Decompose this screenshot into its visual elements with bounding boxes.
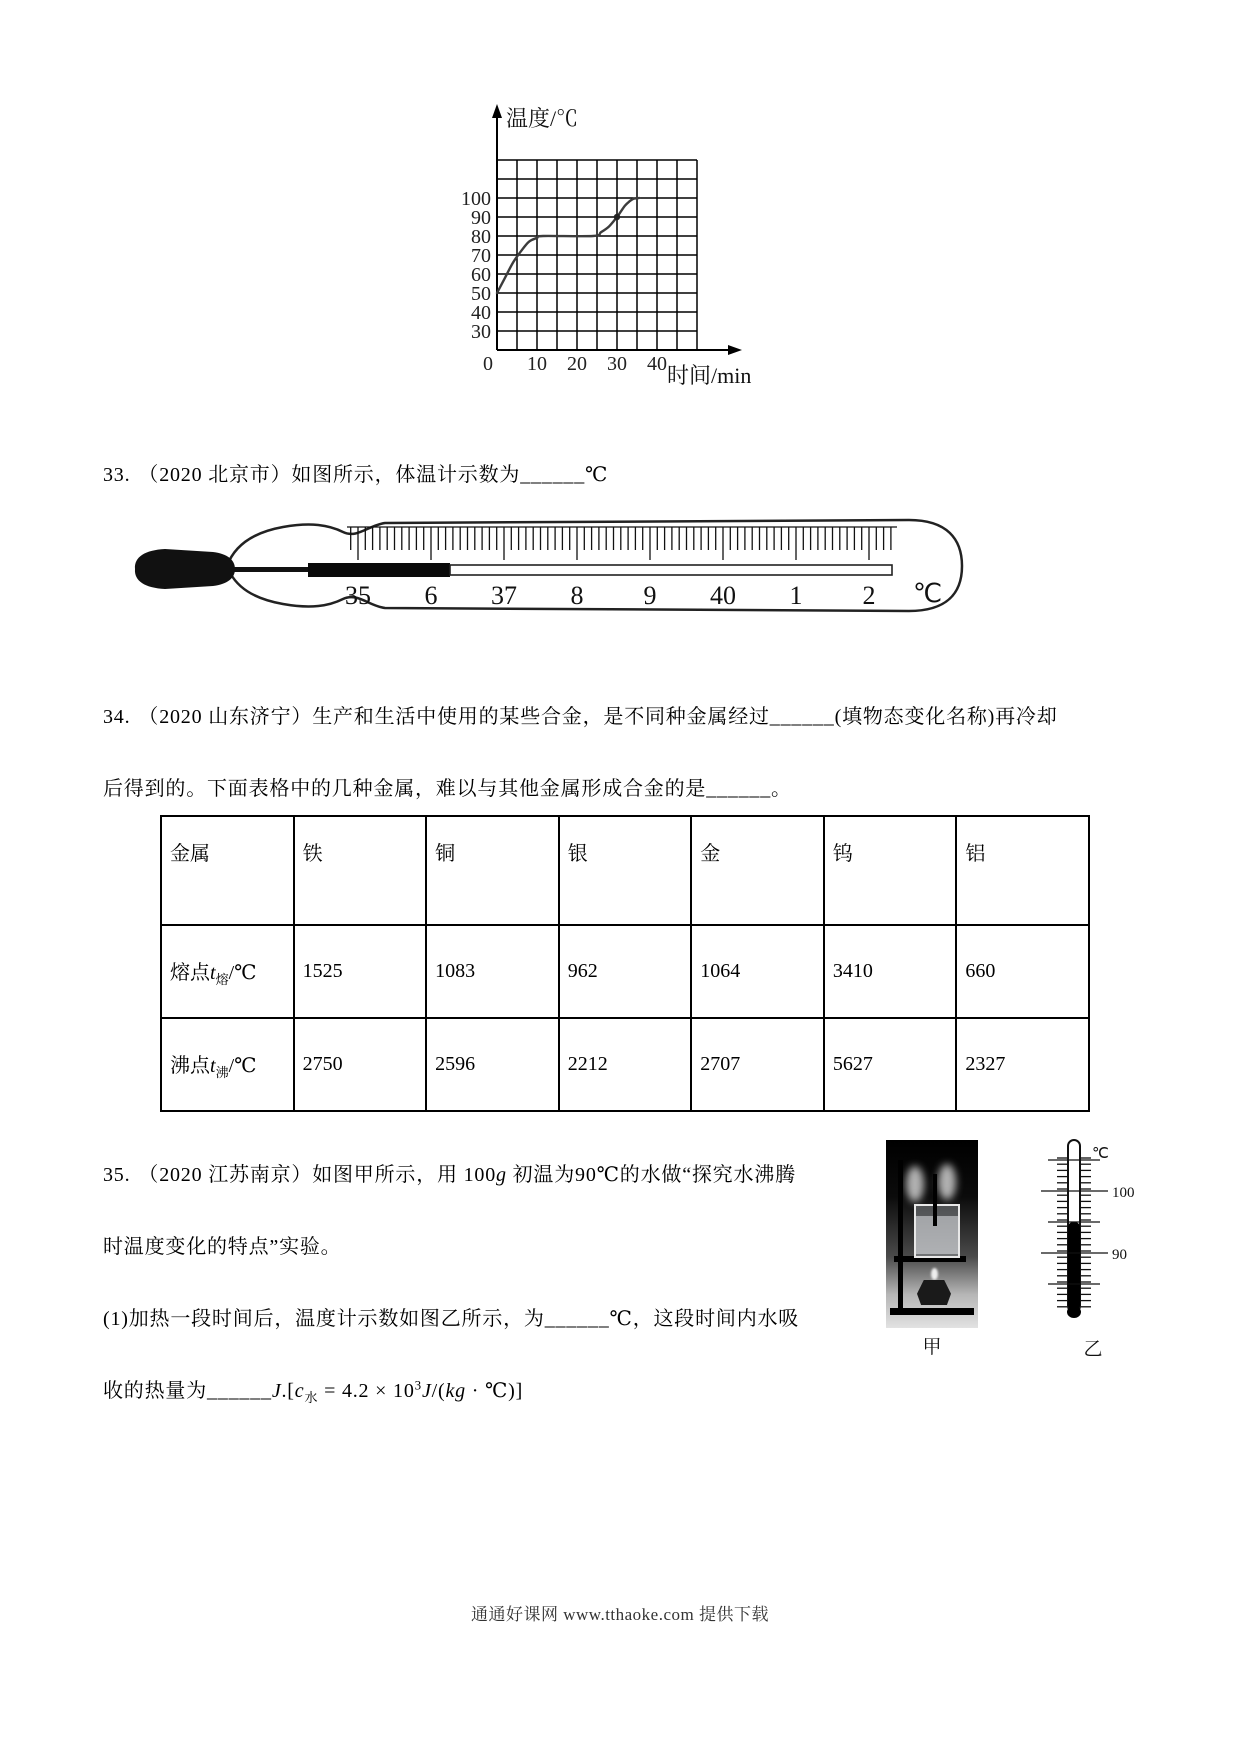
scale-number: 100 xyxy=(1112,1185,1135,1201)
melting-point-value: 962 xyxy=(559,925,692,1018)
melting-point-value: 1525 xyxy=(294,925,427,1018)
boiling-point-value: 2707 xyxy=(691,1018,824,1111)
boiling-point-value: 2596 xyxy=(426,1018,559,1111)
svg-text:40: 40 xyxy=(471,302,491,324)
curve-marker-point xyxy=(614,214,620,220)
melting-point-value: 1083 xyxy=(426,925,559,1018)
question-35-line2: 时温度变化的特点”实验。 xyxy=(103,1236,342,1258)
mercury-column xyxy=(1068,1222,1080,1310)
svg-text:0: 0 xyxy=(483,353,493,375)
boiling-point-value: 2750 xyxy=(294,1018,427,1111)
y-axis-arrow xyxy=(492,104,502,118)
question-33 xyxy=(103,458,608,487)
scale-number: 9 xyxy=(643,581,657,610)
svg-text:20: 20 xyxy=(567,353,587,375)
melting-point-value: 1064 xyxy=(691,925,824,1018)
scale-number: 8 xyxy=(570,581,584,610)
question-34-text1: （2020 山东济宁）生产和生活中使用的某些合金，是不同种金属经过______(填物态变化名称)再冷却 xyxy=(138,706,1058,728)
figure-jia-label: 甲 xyxy=(922,1337,942,1358)
stand-base xyxy=(890,1308,974,1315)
melting-point-value: 660 xyxy=(956,925,1089,1018)
thermometer-bulb xyxy=(1067,1306,1081,1318)
table-header-row xyxy=(161,816,1089,925)
question-35-number: 35. xyxy=(103,1164,131,1186)
x-axis-arrow xyxy=(728,345,742,355)
scale-number: 6 xyxy=(424,581,438,610)
beaker xyxy=(914,1204,960,1258)
celsius-unit: ℃ xyxy=(913,579,943,608)
metals-table xyxy=(160,815,1090,1112)
header-gold: 金 xyxy=(691,816,824,925)
alcohol-lamp xyxy=(917,1280,951,1305)
scale-number: 1 xyxy=(789,581,803,610)
boiling-point-value: 2327 xyxy=(956,1018,1089,1111)
capillary-tube xyxy=(450,565,892,575)
header-metal: 金属 xyxy=(161,816,294,925)
x-axis-label: 时间/min xyxy=(667,363,752,388)
scale-number: 40 xyxy=(710,581,736,610)
clinical-thermometer-figure xyxy=(115,512,965,624)
question-33-text: （2020 北京市）如图所示，体温计示数为______℃ xyxy=(138,464,609,486)
svg-text:30: 30 xyxy=(607,353,627,375)
boiling-point-row xyxy=(161,1018,1089,1111)
question-33-number: 33. xyxy=(103,464,131,486)
thermometer-bulb xyxy=(135,549,235,589)
question-34-number: 34. xyxy=(103,706,131,728)
melting-point-value: 3410 xyxy=(824,925,957,1018)
question-34-line2: 后得到的。下面表格中的几种金属，难以与其他金属形成合金的是______。 xyxy=(103,778,792,800)
question-35-line4: 收的热量为$\_\_\_\_\_\_J.[c_水 = 4.2 \times 10^3J/(kg$ · ℃)] xyxy=(103,1377,524,1405)
question-35-line1: 35. （2020 江苏南京）如图甲所示，用 100g 初温为90℃的水做“探究水沸腾 xyxy=(103,1164,796,1186)
thermometer-in-beaker xyxy=(933,1174,937,1226)
question-35-line3: (1)加热一段时间后，温度计示数如图乙所示，为______℃，这段时间内水吸 xyxy=(103,1308,800,1330)
celsius-unit: ℃ xyxy=(1092,1146,1109,1162)
vertical-thermometer-figure xyxy=(1038,1122,1148,1332)
scale-number: 90 xyxy=(1112,1247,1127,1263)
question-34-line1 xyxy=(103,700,1058,729)
boiling-experiment-photo xyxy=(886,1140,978,1328)
header-silver: 银 xyxy=(559,816,692,925)
lamp-flame xyxy=(931,1268,938,1280)
scale-number: 2 xyxy=(862,581,876,610)
header-tungsten: 钨 xyxy=(824,816,957,925)
header-copper: 铜 xyxy=(426,816,559,925)
steam-wisp xyxy=(938,1164,956,1200)
y-axis-label: 温度/℃ xyxy=(506,106,579,131)
svg-text:40: 40 xyxy=(647,353,667,375)
melting-point-row xyxy=(161,925,1089,1018)
svg-text:60: 60 xyxy=(471,264,491,286)
steam-wisp xyxy=(906,1166,924,1202)
svg-text:50: 50 xyxy=(471,283,491,305)
header-aluminum: 铝 xyxy=(956,816,1089,925)
svg-text:10: 10 xyxy=(527,353,547,375)
boiling-point-label: 沸点$t_沸/℃$ xyxy=(161,1018,294,1111)
mercury-stem xyxy=(227,567,311,572)
stand-pole xyxy=(898,1160,903,1312)
scale-number: 35 xyxy=(345,581,371,610)
figure-yi-label: 乙 xyxy=(1083,1339,1103,1360)
svg-text:80: 80 xyxy=(471,226,491,248)
melting-point-label: 熔点$t_熔/℃$ xyxy=(161,925,294,1018)
scale-number: 37 xyxy=(491,581,517,610)
svg-text:90: 90 xyxy=(471,207,491,229)
water xyxy=(916,1216,958,1254)
svg-text:100: 100 xyxy=(461,188,491,210)
mercury-column xyxy=(308,563,450,577)
svg-text:30: 30 xyxy=(471,321,491,343)
header-iron: 铁 xyxy=(294,816,427,925)
svg-text:70: 70 xyxy=(471,245,491,267)
boiling-point-value: 2212 xyxy=(559,1018,692,1111)
temperature-time-chart xyxy=(430,88,760,398)
boiling-point-value: 5627 xyxy=(824,1018,957,1111)
footer-watermark: 通通好课网 www.tthaoke.com 提供下载 xyxy=(470,1605,770,1624)
